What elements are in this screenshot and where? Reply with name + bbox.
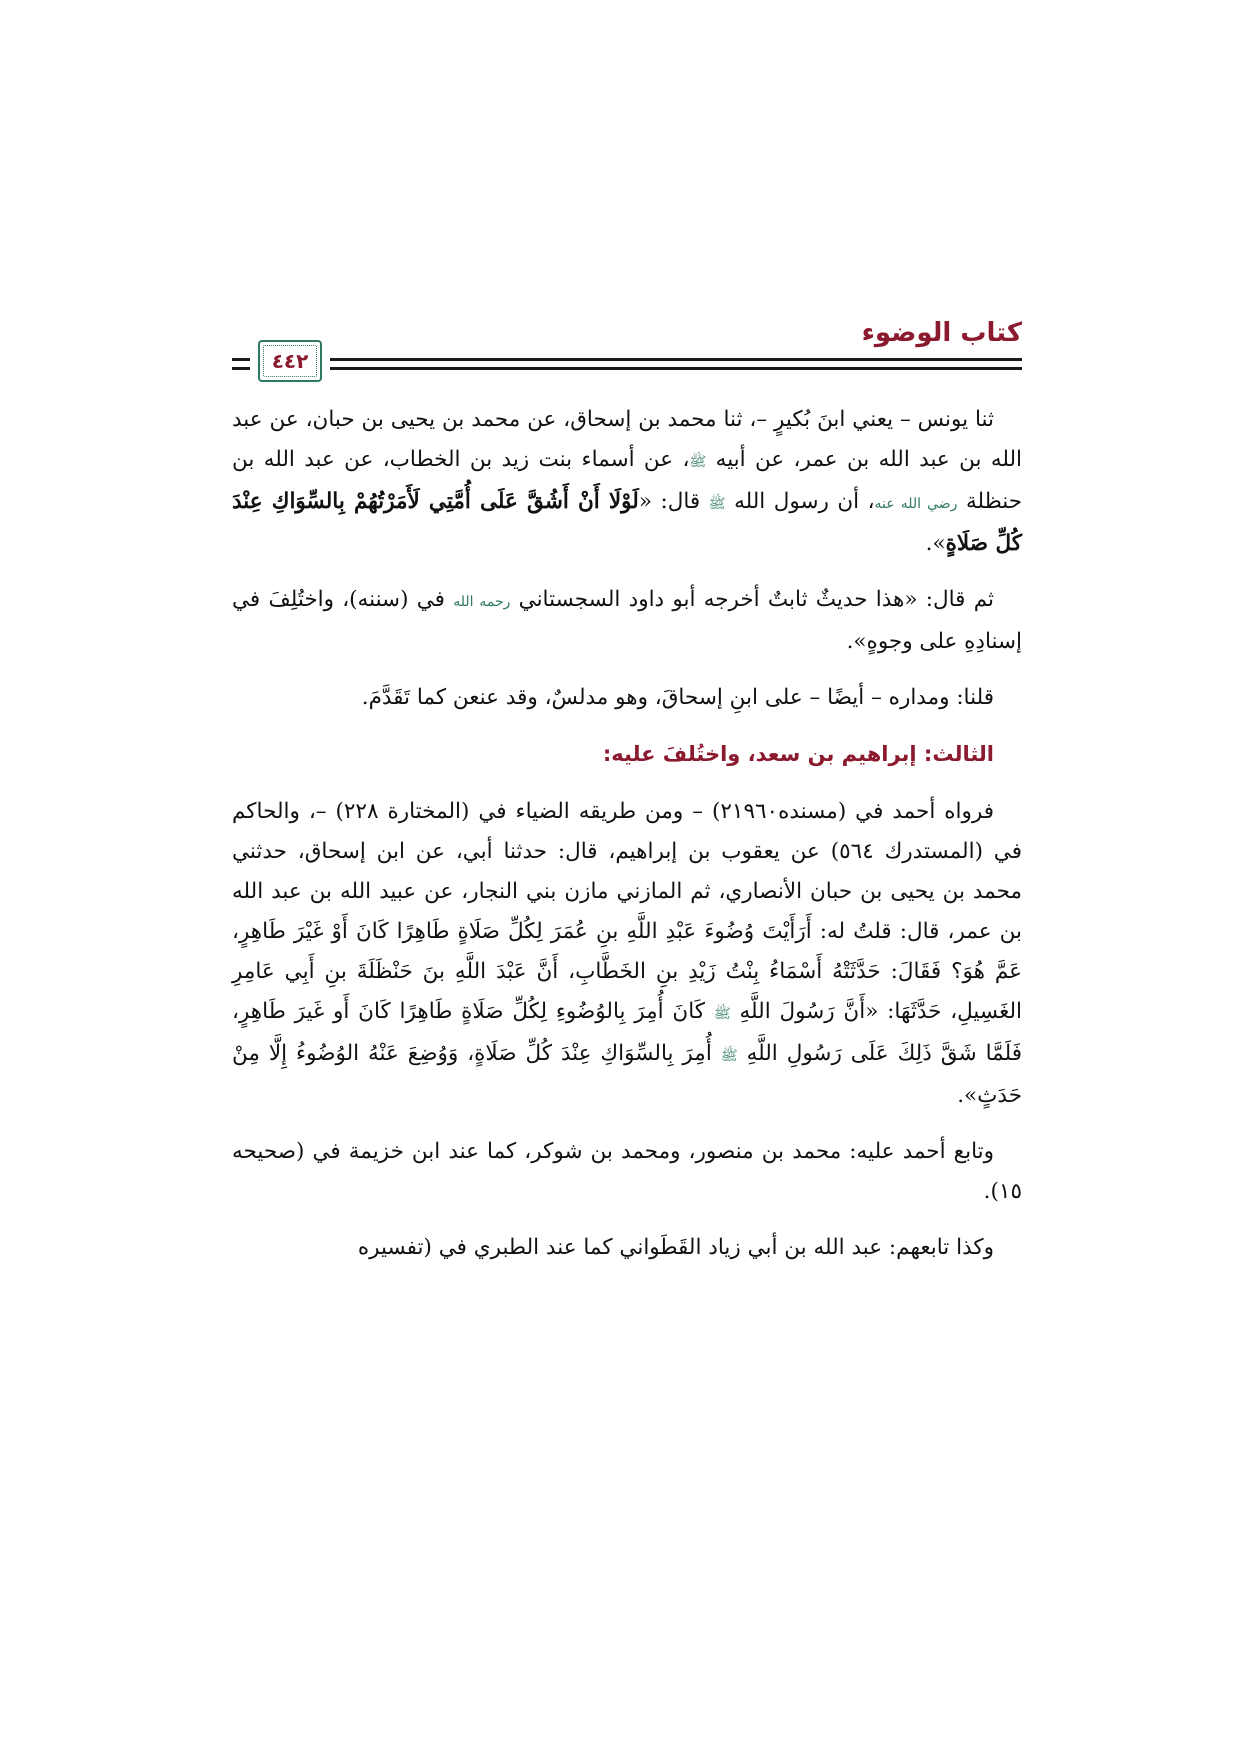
text-run: كَانَ أُمِرَ بِالوُضُوءِ لِكُلِّ صَلَاةٍ طَاهِرًا كَانَ أَو غَيرَ طَاهِرٍ، فَلَمَّا شَقَّ ذَلِكَ عَلَى رَسُولِ اللَّهِ <box>232 999 1023 1066</box>
paragraph-1 <box>232 400 1022 564</box>
header-rule-top <box>232 358 1022 361</box>
paragraph-5 <box>232 1132 1022 1212</box>
honorific-mark: ﷺ <box>708 496 726 512</box>
text-run: ثنا يونس – يعني ابنَ بُكيرٍ –، ثنا محمد بن إسحاق، عن محمد بن يحيى بن حبان، عن عبد الله بن عبد الله بن عمر، عن أبيه <box>232 407 1022 472</box>
text-run: في (سننه)، واختُلِفَ في إسنادِهِ على وجوهٍ». <box>232 587 1022 654</box>
text-run: قلنا: ومداره – أيضًا – على ابنِ إسحاقَ، وهو مدلسٌ، وقد عنعن كما تَقَدَّمَ. <box>361 685 994 710</box>
text-run: فرواه أحمد في (مسنده٢١٩٦٠) – ومن طريقه الضياء في (المختارة ٢٢٨) –، والحاكم في (المستدرك ٥٦٤) عن يعقوب بن إبراهيم، قال: حدثنا أبي، عن ابن إسحاق، حدثني محمد بن يحيى بن حبان الأنصاري، ثم المازني مازن بني النجار، عن عبيد الله بن عبد الله بن عمر، قال: قلتُ له: أَرَأَيْتَ وُضُوءَ عَبْدِ اللَّهِ بنِ عُمَرَ لِكُلِّ صَلَاةٍ طَاهِرًا كَانَ أَوْ غَيْرَ طَاهِرٍ، عَمَّ هُوَ؟ فَقَالَ: حَدَّثَتْهُ أَسْمَاءُ بِنْتُ زَيْدِ بنِ الخَطَّابِ، أَنَّ عَبْدَ اللَّهِ بنَ حَنْظَلَةَ بنِ أَبِي عَامِرِ الغَسِيلِ، حَدَّثَهَا: «أَنَّ رَسُولَ اللَّهِ <box>232 799 1022 1024</box>
page-number-badge <box>258 340 322 382</box>
text-run: ثم قال: «هذا حديثٌ ثابتٌ أخرجه أبو داود السجستاني <box>510 587 995 612</box>
paragraph-3 <box>232 678 1022 718</box>
text-run: ، عن أسماء بنت زيد بن الخطاب، عن عبد الله بن حنظلة <box>232 447 1022 514</box>
page-header <box>232 318 1022 388</box>
page-number: ٤٤٢ <box>271 349 309 373</box>
book-title: كتاب الوضوء <box>861 318 1022 348</box>
honorific-mark: رحمه الله <box>453 594 511 610</box>
honorific-mark: رضي الله عنه <box>874 496 958 512</box>
text-run: وكذا تابعهم: عبد الله بن أبي زياد القَطَواني كما عند الطبري في (تفسيره <box>357 1235 994 1260</box>
honorific-mark: ﷺ <box>720 1048 738 1064</box>
paragraph-2 <box>232 580 1022 662</box>
header-rule-bottom <box>232 367 1022 370</box>
text-run: ». <box>925 531 946 556</box>
paragraph-6 <box>232 1228 1022 1268</box>
text-run: قال: « <box>638 489 709 514</box>
honorific-mark: ﷺ <box>689 454 707 470</box>
text-run: وتابع أحمد عليه: محمد بن منصور، ومحمد بن شوكر، كما عند ابن خزيمة في (صحيحه ١٥). <box>232 1139 1022 1204</box>
text-run: ، أن رسول الله <box>725 489 875 514</box>
page-body <box>232 400 1022 1284</box>
honorific-mark: ﷺ <box>713 1006 731 1022</box>
text-run: أُمِرَ بِالسِّوَاكِ عِنْدَ كُلِّ صَلَاةٍ، وَوُضِعَ عَنْهُ الوُضُوءُ إِلَّا مِنْ حَدَثٍ». <box>232 1041 1022 1108</box>
section-heading: الثالث: إبراهيم بن سعد، واختُلفَ عليه: <box>602 742 994 766</box>
hadith-text: لَوْلَا أَنْ أَشُقَّ عَلَى أُمَّتِي لَأَمَرْتُهُمْ بِالسِّوَاكِ عِنْدَ كُلِّ صَلَاةٍ <box>232 489 1022 556</box>
paragraph-4 <box>232 792 1022 1116</box>
